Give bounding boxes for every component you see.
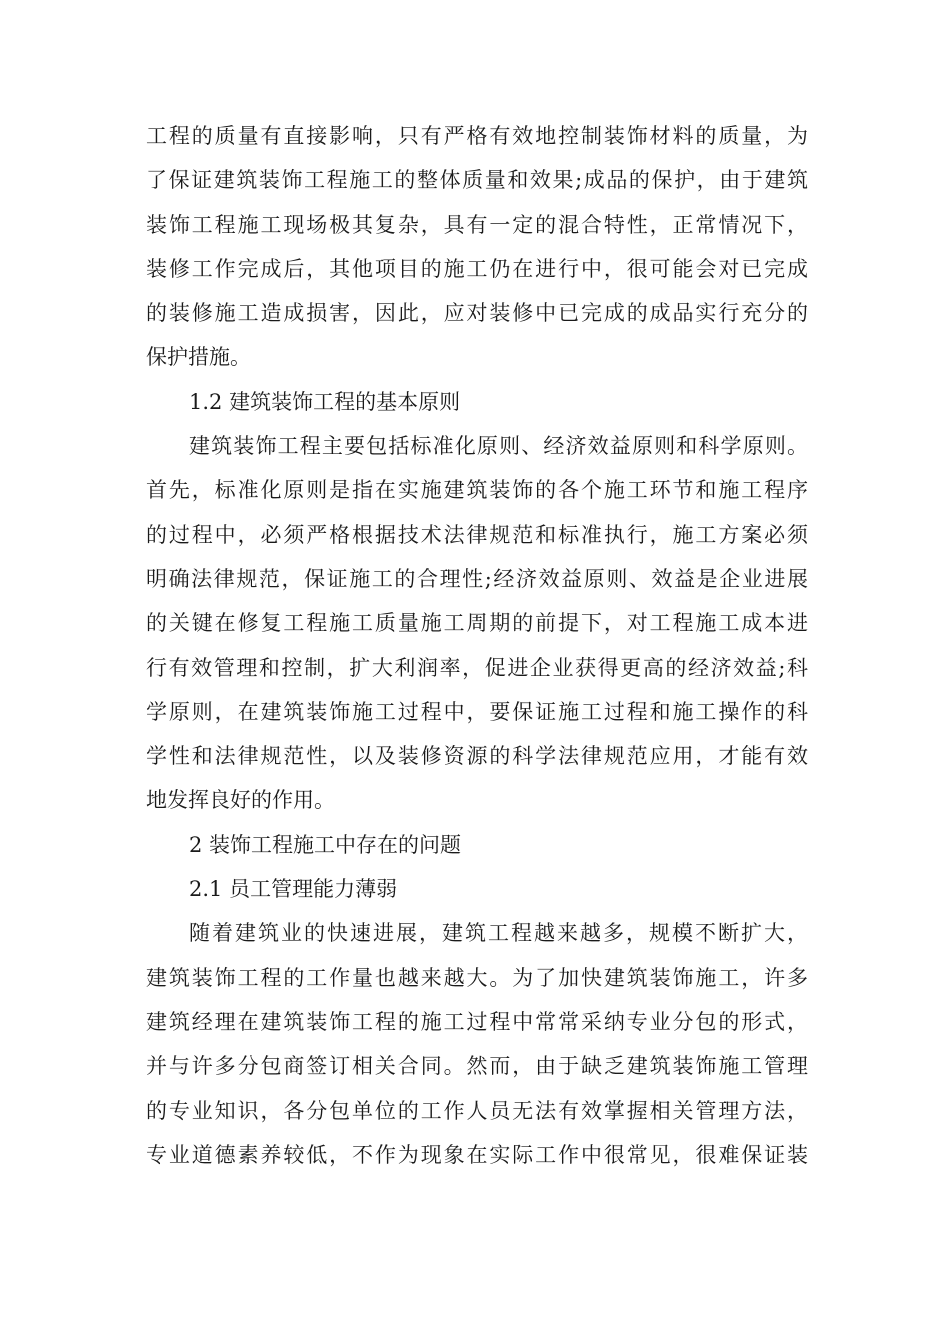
paragraph-line: 的关键在修复工程施工质量施工周期的前提下，对工程施工成本进 (146, 611, 808, 636)
paragraph-line: 装饰工程施工现场极其复杂，具有一定的混合特性，正常情况下， (146, 212, 808, 237)
paragraph-line: 专业道德素养较低，不作为现象在实际工作中很常见，很难保证装 (146, 1142, 808, 1167)
paragraph-line: 行有效管理和控制，扩大利润率，促进企业获得更高的经济效益;科 (146, 655, 808, 680)
paragraph-line: 保护措施。 (146, 345, 251, 370)
paragraph-line: 明确法律规范，保证施工的合理性;经济效益原则、效益是企业进展 (146, 566, 808, 591)
paragraph-line: 的过程中，必须严格根据技术法律规范和标准执行，施工方案必须 (146, 522, 808, 547)
paragraph-line: 装修工作完成后，其他项目的施工仍在进行中，很可能会对已完成 (146, 256, 808, 281)
paragraph-line: 的装修施工造成损害，因此，应对装修中已完成的成品实行充分的 (146, 301, 808, 326)
paragraph-line: 学原则，在建筑装饰施工过程中，要保证施工过程和施工操作的科 (146, 699, 808, 724)
paragraph-line: 并与许多分包商签订相关合同。然而，由于缺乏建筑装饰施工管理 (146, 1054, 808, 1079)
paragraph-line: 工程的质量有直接影响，只有严格有效地控制装饰材料的质量，为 (146, 124, 808, 148)
paragraph-line: 学性和法律规范性，以及装修资源的科学法律规范应用，才能有效 (146, 744, 808, 769)
paragraph-line: 的专业知识，各分包单位的工作人员无法有效掌握相关管理方法， (146, 1098, 808, 1123)
document-body (146, 114, 808, 1177)
paragraph-line: 了保证建筑装饰工程施工的整体质量和效果;成品的保护，由于建筑 (146, 168, 808, 193)
paragraph-line: 建筑装饰工程主要包括标准化原则、经济效益原则和科学原则。 (189, 434, 808, 459)
paragraph-line: 建筑装饰工程的工作量也越来越大。为了加快建筑装饰施工，许多 (146, 965, 808, 990)
paragraph-line: 首先，标准化原则是指在实施建筑装饰的各个施工环节和施工程序 (146, 478, 808, 503)
paragraph-line: 地发挥良好的作用。 (146, 788, 335, 813)
paragraph-line: 建筑经理在建筑装饰工程的施工过程中常常采纳专业分包的形式， (146, 1009, 808, 1034)
subsection-heading: 2.1 员工管理能力薄弱 (189, 877, 398, 902)
section-heading: 2 装饰工程施工中存在的问题 (189, 832, 462, 857)
paragraph-line: 随着建筑业的快速进展，建筑工程越来越多，规模不断扩大， (189, 921, 808, 946)
section-heading: 1.2 建筑装饰工程的基本原则 (189, 389, 461, 414)
